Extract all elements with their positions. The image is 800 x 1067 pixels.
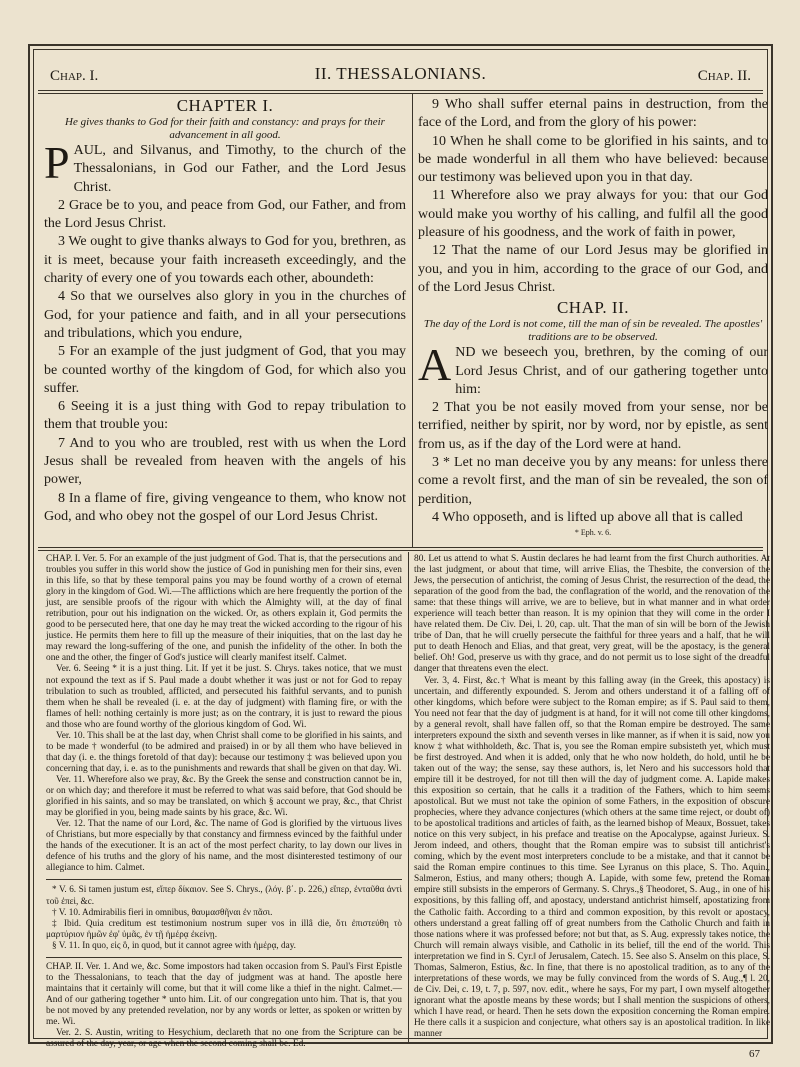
footnote-4: § V. 11. In quo, εἰς ὃ, in quod, but it cannot agree with ἡμέρᾳ, day. <box>52 940 296 951</box>
header-title: II. THESSALONIANS. <box>314 64 487 83</box>
notes-rule-double <box>38 550 763 551</box>
verse-2-3: 3 * Let no man deceive you by any means: for unless there come a revolt first, and the man of sin be revealed, the son of perdition, <box>418 455 768 507</box>
verse-1-6: 6 Seeing it is a just thing with God to repay tribulation to them that trouble you: <box>44 399 406 433</box>
page-frame-inner <box>33 49 770 1049</box>
chapter-2-title: CHAP. II. <box>556 298 630 318</box>
header-rule-double <box>38 93 763 94</box>
note-ch2-v1: CHAP. II. Ver. 1. And we, &c. Some impostors had taken occasion from S. Paul's First Epistle to the Thessalonians, to teach that the day of judgment was at hand. The apostle here maintains that it certainly will come, but that it will come like a thief in the night. Calmet.—And of our gathering together * unto him. Lit. of our congregation unto him. That is, that you be not moved by any pretended revelation, nor by any words or letter, as spoken or written by me. Wi. <box>46 961 402 1027</box>
verse-1-8: 8 In a flame of fire, giving vengeance to them, who know not God, and who obey not the gospel of our Lord Jesus Christ. <box>44 490 406 524</box>
right-text-column <box>418 96 768 538</box>
verse-1-5: 5 For an example of the just judgment of God, that you may be counted worthy of the kingdom of God, for which also you suffer. <box>44 344 406 396</box>
footnote-3: ‡ Ibid. Quia creditum est testimonium nostrum super vos in illâ die, ὅτι ἐπιστεύθη τὸ μαρτύριον ἡμῶν ἐφ' ὑμᾶς, ἐν τῇ ἡμέρᾳ ἐκείνῃ. <box>46 917 402 940</box>
footnote-rule <box>46 879 402 880</box>
header-left: Chap. I. <box>50 68 99 84</box>
note-ch1-v12: Ver. 12. That the name of our Lord, &c. The name of God is glorified by the virtuous lives of Christians, but more especially by that constancy and firmness evinced by the faithful under the hands of the executioner. It is an act of the most perfect charity, to lay down our lives in defence of his truths and the glory of his name, and the most disinterested testimony of our allegiance to him. Calmet. <box>46 819 402 874</box>
commentary-left <box>46 554 402 1050</box>
note-ch1-v10: Ver. 10. This shall be at the last day, when Christ shall come to be glorified in his saints, and to be made † wonderful (to be admired and praised) in or by all them who have believed in that day (i. e. the things foretold of that day): because our testimony ‡ was believed upon you concerning that day, i. e. as to the punishments and rewards that shall be given on that day. Wi. <box>46 730 402 774</box>
verse-1-1 <box>44 137 406 197</box>
verse-2-4: 4 Who opposeth, and is lifted up above all that is called <box>432 509 743 525</box>
verse-1-1-text: AUL, and Silvanus, and Timothy, to the church of the Thessalonians, in God our Father, and the Lord Jesus Christ. <box>73 143 406 195</box>
note-ch1-v6: Ver. 6. Seeing * it is a just thing. Lit. If yet it be just. S. Chrys. takes notice, that we must not expound the text as if S. Paul made a doubt whether it was just or not for God to repay tribulation to such as troubled, afflicted, and persecuted his faithful servants, and to punish them when he shall be revealed (i. e. at the day of judgment) with flaming fire, or with the flames of hell: nothing certainly is more just; as on the contrary, it is just to reward the pious and those who are found worthy of the glorious kingdom of God. Wi. <box>46 664 402 730</box>
greek-footnotes <box>46 884 402 951</box>
footnote-1: * V. 6. Si tamen justum est, εἴπερ δίκαιον. See S. Chrys., (λόγ. β΄. p. 226,) εἴπερ, ἐνταῦθα ἀντὶ τοῦ ἐπεὶ, &c. <box>46 884 402 906</box>
notes-divider <box>408 552 409 1044</box>
note-ch2-v2: Ver. 2. S. Austin, writing to Hesychium, declareth that no one from the Scripture can be assured of the day, year, or age when the second coming shall be. Ed. <box>46 1027 402 1049</box>
verse-2-1 <box>418 339 768 399</box>
verse-1-4: 4 So that we ourselves also glory in you in the churches of God, for your patience and faith, and in all your persecutions and tribulations, which you endure, <box>44 289 406 341</box>
commentary-right <box>414 554 770 1040</box>
note-continued: 80. Let us attend to what S. Austin declares he had learnt from the first Church authorities. At the last judgment, or about that time, will arrive Elias, the Thesbite, the conversion of the Jews, the persecution of antichrist, the coming of Jesus Christ, the resurrection of the dead, the separation of the good from the bad, the conflagration of the world, and the renovation of the same: that these things will arrive, we are to believe, but in what manner and in what order experience will teach better than reason. It is my opinion that they will come in the order I have related them. De Civ. Dei, l. 20, cap. ult. That the man of sin will be born of the Jewish tribe of Dan, that he will cruelly persecute the faithful for three years and a half, that he will put to death Henoch and Elias, and that great, very great, will be the apostacy, is the general belief. Oh! God, preserve us with thy grace, and do not permit us to lose sight of the dreadful danger that threatens even the elect. <box>414 554 770 675</box>
verse-1-2: 2 Grace be to you, and peace from God, our Father, and from the Lord Jesus Christ. <box>44 197 406 232</box>
page-number: 67 <box>749 1048 760 1060</box>
column-divider <box>412 94 413 547</box>
note-ch1-v11: Ver. 11. Wherefore also we pray, &c. By the Greek the sense and construction cannot be in, or on which day; and therefore it must be referred to what was said before, that God should be glorified in his saints, and so may be translated, on which § account we pray, &c., that Christ may be glorified in you, being made saints by his grace, &c. Wi. <box>46 774 402 819</box>
verse-1-7: 7 And to you who are troubled, rest with us when the Lord Jesus shall be revealed from heaven with the angels of his power, <box>44 435 406 488</box>
drop-cap: P <box>44 137 70 188</box>
header-right: Chap. II. <box>697 68 751 84</box>
verse-1-3: 3 We ought to give thanks always to God for you, brethren, as it is meet, because your faith increaseth exceedingly, and the charity of every one of you towards each other, aboundeth: <box>44 234 406 287</box>
running-header <box>40 58 761 86</box>
note-ch1-v5: CHAP. I. Ver. 5. For an example of the just judgment of God. That is, that the persecutions and troubles you suffer in this world show the justice of God in punishing men for their sins, even in this life, so that by these temporal pains you may be found worthy of a crown of eternal glory in the kingdom of God. Wi.—The afflictions which are here frequently the portion of the just, are sensible proofs of the rigour with which the Almighty will, at the day of final retribution, pour out his indignation on the wicked. Or, as others explain it, God permits the good to be persecuted here, that one day he may treat the wicked according to the rigour of his justice. He permits them here to fill up the measure of their iniquities, that on the last day he may reward the long-suffering of the one, and punish the infidelity of the other. In both the one and the other, the finger of God's justice will clearly manifest itself. Calmet. <box>46 554 402 664</box>
verse-2-1-text: ND we beseech you, brethren, by the coming of our Lord Jesus Christ, and of our gathering together unto him: <box>455 345 768 397</box>
verse-1-12: 12 That the name of our Lord Jesus may be glorified in you, and you in him, according to the grace of our God, and of the Lord Jesus Christ. <box>418 243 768 295</box>
drop-cap: A <box>418 339 452 391</box>
verse-1-11: 11 Wherefore also we pray always for you: that our God would make you worthy of his calling, and fulfil all the good pleasure of his goodness, and the work of faith in power, <box>418 188 768 241</box>
verse-2-2: 2 That you be not easily moved from your sense, nor be terrified, neither by spirit, nor by word, nor by epistle, as sent from us, as if the day of the Lord were at hand. <box>418 400 768 452</box>
header-rule <box>38 90 763 91</box>
footnote-2: † V. 10. Admirabilis fieri in omnibus, θαυμασθῆναι ἐν πᾶσι. <box>52 906 273 917</box>
page-frame <box>28 44 773 1049</box>
scripture-footnote: * Eph. v. 6. <box>574 528 612 538</box>
chapter-1-summary: He gives thanks to God for their faith and constancy: and prays for their advancement in all good. <box>65 116 385 141</box>
notes-rule <box>38 547 763 548</box>
chapter-1-title: CHAPTER I. <box>176 96 274 115</box>
verse-1-9: 9 Who shall suffer eternal pains in destruction, from the face of the Lord, and from the glory of his power: <box>418 97 768 131</box>
chapter-2-summary: The day of the Lord is not come, till the man of sin be revealed. The apostles' traditions are to be observed. <box>423 318 763 344</box>
verse-1-10: 10 When he shall come to be glorified in his saints, and to be made wonderful in all them who have believed: because our testimony was believed upon you in that day. <box>418 133 768 186</box>
chapter-2-notes-rule <box>46 957 402 958</box>
left-text-column <box>44 96 406 526</box>
note-ch2-v3-4: Ver. 3, 4. First, &c.† What is meant by this falling away (in the Greek, this apostacy) is uncertain, and differently expounded. S. Jerom and others understand it of a falling off of other kingdoms, which before were subject to the Roman empire; as if S. Paul said to them, You need not fear that the day of judgment is at hand, for it will not come till other kingdoms, by a general revolt, shall have fallen off, so that the Roman empire be destroyed. The same interpreters expound the sixth and seventh verses in like manner, as if when it is said, now you know ‡ what withholdeth, &c. That is, you see the Roman empire subsisteth yet, which must be first destroyed. And when it is added, only that he who now holdeth, do hold, until he be taken out of the way; the sense, say these authors, is, let Nero and his successors hold that empire till it be destroyed, for not till then will the day of judgment come. A. Lapide makes this exposition so certain, that he calls it a tradition of the Fathers, which to him seems apostolical. But we must not take the opinion of some Fathers, in the exposition of obscure prophecies, where they advance conjectures (which others at the same time reject, or doubt of) to be apostolical traditions and articles of faith, as the learned bishop of Meaux, Bossuet, takes notice on this very subject, in his preface and treatise on the Apocalypse, against Jurieux. S. Jerom indeed, and others, thought that the Roman empire was to subsist till antichrist's coming, which by the event most interpreters conclude to be a mistake, and that it cannot be said the Roman empire continues to this time. See Lyranus on this place, S. Tho. Aquin., Salmeron, Estius, and many others; though A. Lapide, with some few, pretend the Roman empire still subsists in the emperors of Germany. S. Chrys.,§ Theodoret, S. Aug., in one of his expositions, by this falling off, and apostacy, understand antichrist himself, apostatizing from the Catholic faith. According to a third and common exposition, by this revolt or apostacy, others understand a great falling off of great numbers from the Catholic Church and faith in those nations where it was professed before; not but that, as S. Aug. expressly takes notice, the Church will remain always visible, and Catholic in its belief, till the end of the world. This interpretation we find in S. Cyr.‖ of Jerusalem, Catech. 15. See also S. Anselm on this place, S. Thomas, Salmeron, Estius, &c. In fine, that there is no apostolical tradition, as to any of the interpretations of these words, we may be fully convinced from the words of S. Aug.,¶ l. 20, de Civ. Dei, c. 19, t. 7, p. 597, nov. edit., where he says, For my part, I own myself altogether ignorant what the apostle means by these words; but I shall mention the suspicions of others, which I have read, or heard. Then he sets down the exposition concerning the Roman empire. He there calls it a suspicion and conjecture, what others say is an apostolical tradition. In like manner <box>414 675 770 1040</box>
